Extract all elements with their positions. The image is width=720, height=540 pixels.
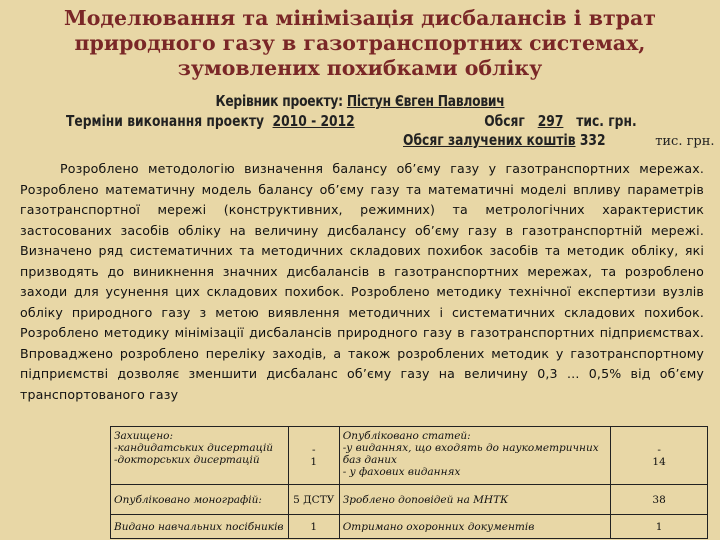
- volume-value: 297: [537, 112, 564, 130]
- table-row: [111, 427, 708, 485]
- raised-funds: [403, 131, 715, 149]
- table-row: [111, 485, 708, 515]
- textbooks-label: Видано навчальних посібників: [111, 515, 289, 539]
- project-volume: [484, 112, 636, 130]
- table-row: [111, 515, 708, 539]
- articles-values: [611, 427, 708, 485]
- patents-label: Отримано охоронних документів: [339, 515, 611, 539]
- textbooks-value: 1: [288, 515, 339, 539]
- volume-unit: тис. грн.: [576, 112, 637, 130]
- project-terms: [66, 112, 637, 130]
- manager-label: Керівник проекту:: [215, 92, 343, 110]
- monographs-label: Опубліковано монографій:: [111, 485, 289, 515]
- monographs-value: 5 ДСТУ: [288, 485, 339, 515]
- manager-name: Пістун Євген Павлович: [346, 92, 505, 110]
- articles-prof: - у фахових виданнях: [342, 466, 461, 478]
- funds-value: 332: [579, 131, 606, 149]
- funds-label: Обсяг залучених коштів: [403, 131, 576, 149]
- volume-label: Обсяг: [484, 112, 525, 130]
- articles-value-scopus: -: [657, 443, 661, 456]
- patents-value: 1: [611, 515, 708, 539]
- articles-label: Опубліковано статей:: [342, 430, 471, 442]
- reports-value: 38: [611, 485, 708, 515]
- defended-cell: [111, 427, 289, 485]
- project-description: Розроблено методологію визначення балансу об’єму газу у газотранспортних мережах. Розроблено математичну модель балансу об’єму газу та математичні моделі впливу параметрів газотранспортної мережі (конструктивних, режимних) та метрологічних характеристик застосованих засобів обліку на величину дисбалансу об’єму газу в газотранспортній мережі. Визначено ряд систематичних та методичних складових похибок засобів та методик обліку, які призводять до виникнення значних дисбалансів в газотранспортних мережах, та розроблено заходи для усунення цих складових похибок. Розроблено методику технічної експертизи вузлів обліку природного газу з метою виявлення методичних і систематичних складових похибок. Розроблено методику мінімізації дисбалансів природного газу в газотранспортних підприємствах. Впроваджено розроблено переліку заходів, а також розроблених методик у газотранспортному підприємстві дозволяє зменшити дисбаланс об’єму газу на величину 0,3 … 0,5% від об’єму транспортованого газу: [20, 161, 704, 402]
- funds-unit: тис. грн.: [655, 134, 715, 149]
- articles-scopus: -у виданнях, що входять до наукометричних баз даних: [342, 442, 599, 466]
- terms-label: Терміни виконання проекту: [66, 112, 264, 130]
- project-manager: [65, 92, 655, 110]
- defended-values: [288, 427, 339, 485]
- defended-label: Захищено:: [114, 430, 173, 442]
- defended-cand: -кандидатських дисертацій: [114, 442, 274, 454]
- defended-value-doct: 1: [310, 455, 318, 468]
- terms-value: 2010 - 2012: [272, 112, 355, 130]
- articles-cell: [339, 427, 611, 485]
- reports-label: Зроблено доповідей на МНТК: [339, 485, 611, 515]
- defended-doct: -докторських дисертацій: [114, 454, 260, 466]
- defended-value-cand: -: [311, 443, 316, 456]
- results-table: [110, 426, 708, 539]
- articles-value-prof: 14: [652, 455, 666, 468]
- page-title: Моделювання та мінімізація дисбалансів і втрат природного газу в газотранспортних системах, зумовлених похибками обліку: [64, 6, 656, 80]
